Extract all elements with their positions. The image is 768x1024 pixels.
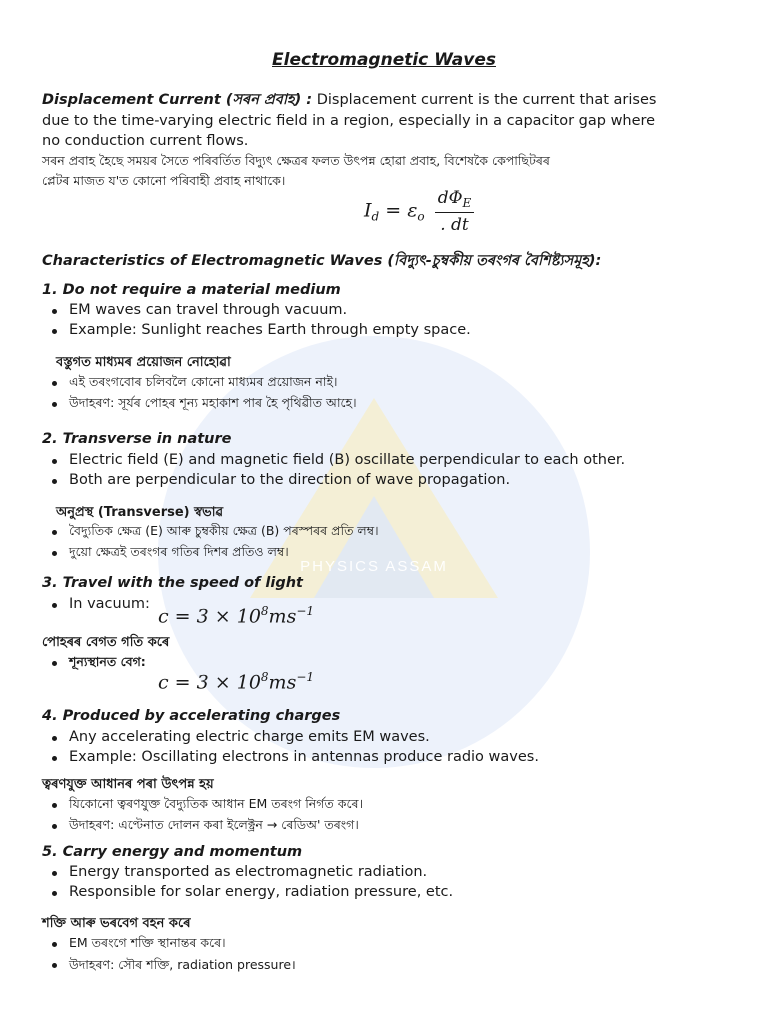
speed-equation-1 (158, 604, 314, 627)
displacement-line-3: no conduction current flows. (42, 133, 249, 149)
list-item (52, 302, 347, 318)
eq-speed-unit-exp: −1 (296, 670, 315, 684)
bullet-text: উদাহৰণ: সূৰ্যৰ পোহৰ শূন্য মহাকাশ পাৰ হৈ পৃথিৱীত আহে। (69, 395, 357, 410)
list-item (52, 596, 150, 612)
bullet-text: এই তৰংগবোৰ চলিবলৈ কোনো মাধ্যমৰ প্ৰয়োজন নাই। (69, 374, 338, 389)
bullet-text: Both are perpendicular to the direction of wave propagation. (69, 472, 511, 488)
bullet-text: Responsible for solar energy, radiation pressure, etc. (69, 884, 454, 900)
eq-num-text: dΦ (437, 188, 463, 208)
list-item (52, 523, 379, 543)
list-item (52, 935, 226, 955)
list-item (52, 374, 337, 394)
list-item (52, 322, 471, 338)
section-5-asm-heading: শক্তি আৰু ভৰবেগ বহন কৰে (42, 916, 191, 931)
logo-triangle-cutout (314, 496, 434, 598)
displacement-equation (364, 188, 474, 235)
list-item (52, 749, 539, 765)
bullet-text: শূন্যস্থানত বেগ: (69, 654, 146, 669)
eq-num-sub: E (462, 196, 472, 210)
bullet-text: Example: Sunlight reaches Earth through empty space. (69, 322, 471, 338)
eq-speed-unit: ms (268, 605, 297, 628)
eq-speed-exp: 8 (260, 604, 269, 618)
list-item (52, 817, 359, 837)
section-5-heading: 5. Carry energy and momentum (42, 844, 303, 860)
section-1-asm-heading: বস্তুগত মাধ্যমৰ প্ৰয়োজন নোহোৱা (56, 355, 231, 370)
displacement-assamese-2: প্লেটৰ মাজত য'ত কোনো পৰিবাহী প্ৰবাহ নাথাকে। (42, 173, 286, 188)
list-item (52, 956, 296, 977)
eq-rhs: = ε (385, 199, 418, 222)
list-item (52, 796, 363, 816)
section-4-heading: 4. Produced by accelerating charges (42, 708, 341, 724)
displacement-text-1: Displacement current is the current that arises (316, 92, 657, 108)
eq-speed-lhs: c = 3 × 10 (158, 671, 261, 694)
page-title: Electromagnetic Waves (272, 50, 496, 70)
bullet-text: উদাহৰণ: এণ্টেনাত দোলন কৰা ইলেক্ট্ৰন → ৰেডিঅ' তৰংগ। (69, 817, 359, 832)
list-item (52, 884, 453, 900)
list-item (52, 729, 430, 745)
eq-rhs-sub: o (417, 209, 425, 224)
bullet-text: EM তৰংগে শক্তি স্থানান্তৰ কৰে। (69, 935, 226, 950)
displacement-assamese-1: সৰন প্ৰবাহ হৈছে সময়ৰ সৈতে পৰিবৰ্তিত বিদ্যুৎ ক্ষেত্ৰৰ ফলত উৎপন্ন হোৱা প্ৰবাহ, বিশেষকৈ কেপাছিটৰৰ (42, 153, 550, 168)
list-item (52, 472, 510, 488)
list-item (52, 395, 357, 415)
eq-lhs-sub: d (371, 209, 380, 224)
eq-denominator: . dt (440, 215, 469, 235)
eq-speed-unit: ms (268, 671, 297, 694)
bullet-text: বৈদ্যুতিক ক্ষেত্ৰ (E) আৰু চুম্বকীয় ক্ষেত্ৰ (B) পৰস্পৰৰ প্ৰতি লম্ব। (69, 523, 379, 538)
displacement-line-1 (42, 90, 656, 110)
eq-lhs: I (364, 199, 372, 222)
section-3-asm-heading: পোহৰৰ বেগত গতি কৰে (42, 635, 170, 650)
eq-speed-unit-exp: −1 (296, 604, 315, 618)
section-3-heading: 3. Travel with the speed of light (42, 575, 303, 591)
bullet-text: Electric field (E) and magnetic field (B) oscillate perpendicular to each other. (69, 452, 626, 468)
section-1-heading: 1. Do not require a material medium (42, 282, 341, 298)
section-2-asm-heading: অনুপ্ৰস্থ (Transverse) স্বভাৱ (56, 505, 224, 520)
bullet-text: In vacuum: (69, 596, 150, 612)
bullet-text: Example: Oscillating electrons in antennas produce radio waves. (69, 749, 539, 765)
displacement-label: Displacement Current (সৰন প্ৰবাহ) : (42, 92, 313, 108)
bullet-text: Energy transported as electromagnetic radiation. (69, 864, 428, 880)
eq-numerator (435, 188, 475, 213)
eq-speed-exp: 8 (260, 670, 269, 684)
eq-speed-lhs: c = 3 × 10 (158, 605, 261, 628)
section-4-asm-heading: ত্বৰণযুক্ত আধানৰ পৰা উৎপন্ন হয় (42, 777, 214, 792)
eq-fraction (435, 188, 475, 235)
watermark-text: PHYSICS ASSAM (300, 558, 448, 575)
displacement-line-2: due to the time-varying electric field in a region, especially in a capacitor gap where (42, 113, 656, 129)
bullet-text: উদাহৰণ: সৌৰ শক্তি, radiation pressure। (69, 957, 296, 972)
bullet-text: EM waves can travel through vacuum. (69, 302, 348, 318)
bullet-text: Any accelerating electric charge emits EM waves. (69, 729, 430, 745)
characteristics-heading: Characteristics of Electromagnetic Waves (বিদ্যুৎ-চুম্বকীয় তৰংগৰ বৈশিষ্ট্যসমূহ): (42, 253, 602, 269)
bullet-text: যিকোনো ত্বৰণযুক্ত বৈদ্যুতিক আধান EM তৰংগ নিৰ্গত কৰে। (69, 796, 364, 811)
list-item (52, 544, 289, 564)
list-item (52, 654, 146, 674)
section-2-heading: 2. Transverse in nature (42, 431, 232, 447)
list-item (52, 864, 427, 880)
speed-equation-2 (158, 670, 314, 693)
list-item (52, 452, 625, 468)
bullet-text: দুয়ো ক্ষেত্ৰই তৰংগৰ গতিৰ দিশৰ প্ৰতিও লম্ব। (69, 544, 289, 559)
